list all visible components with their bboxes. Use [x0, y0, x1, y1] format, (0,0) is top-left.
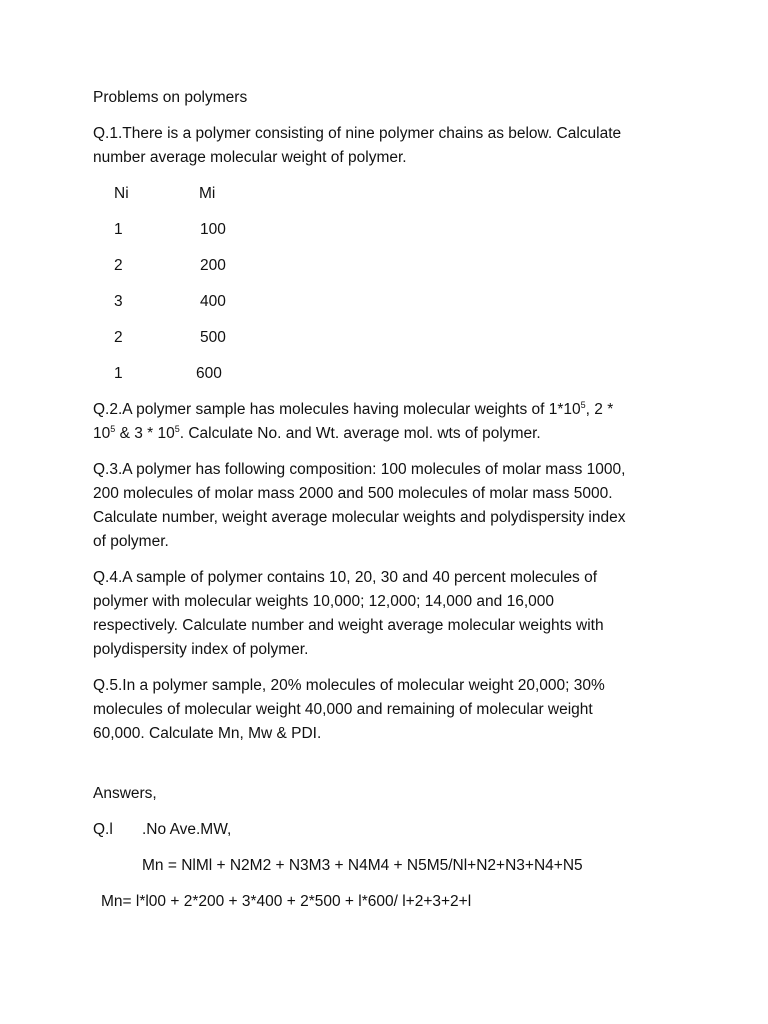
question-5-line: Q.5.In a polymer sample, 20% molecules of molecular weight 20,000; 30%	[93, 677, 605, 694]
question-3	[93, 458, 683, 554]
document-title: Problems on polymers	[93, 89, 248, 106]
table-cell-mi: 100	[200, 221, 226, 238]
question-5-line: 60,000. Calculate Mn, Mw & PDI.	[93, 725, 322, 742]
table-header-ni: Ni	[114, 185, 129, 202]
question-4-line: respectively. Calculate number and weight average molecular weights with	[93, 617, 604, 634]
question-4-line: polymer with molecular weights 10,000; 12,000; 14,000 and 16,000	[93, 593, 554, 610]
table-cell-ni: 2	[114, 257, 123, 274]
q2-text: . Calculate No. and Wt. average mol. wts of polymer.	[179, 425, 541, 442]
answer-1-formula: Mn = NlMl + N2M2 + N3M3 + N4M4 + N5M5/Nl+N2+N3+N4+N5	[142, 857, 583, 874]
answers-heading: Answers,	[93, 785, 157, 802]
question-1	[93, 122, 683, 170]
table-cell-mi: 200	[200, 257, 226, 274]
question-5-line: molecules of molecular weight 40,000 and remaining of molecular weight	[93, 701, 593, 718]
question-2-line	[93, 398, 683, 422]
question-2-line	[93, 422, 683, 446]
question-3-line: Calculate number, weight average molecular weights and polydispersity index	[93, 509, 626, 526]
question-5	[93, 674, 683, 746]
question-3-line: Q.3.A polymer has following composition: 100 molecules of molar mass 1000,	[93, 461, 626, 478]
table-cell-ni: 1	[114, 365, 123, 382]
answer-1-substitution: Mn= l*l00 + 2*200 + 3*400 + 2*500 + l*600/ l+2+3+2+l	[101, 893, 472, 910]
q2-text: , 2 *	[585, 401, 614, 418]
table-cell-ni: 1	[114, 221, 123, 238]
question-1-line: Q.1.There is a polymer consisting of nine polymer chains as below. Calculate	[93, 125, 622, 142]
q2-text: 10	[93, 425, 111, 442]
question-2	[93, 398, 683, 446]
q2-exponent: 5	[110, 424, 116, 434]
q2-exponent: 5	[580, 400, 586, 410]
question-4-line: polydispersity index of polymer.	[93, 641, 309, 658]
question-1-line: number average molecular weight of polymer.	[93, 149, 407, 166]
question-3-line: 200 molecules of molar mass 2000 and 500 molecules of molar mass 5000.	[93, 485, 613, 502]
q2-exponent: 5	[174, 424, 180, 434]
answer-1-label: Q.l	[93, 821, 113, 838]
table-cell-ni: 3	[114, 293, 123, 310]
q2-text: & 3 * 10	[115, 425, 175, 442]
table-cell-ni: 2	[114, 329, 123, 346]
question-4-line: Q.4.A sample of polymer contains 10, 20, 30 and 40 percent molecules of	[93, 569, 598, 586]
table-header-mi: Mi	[199, 185, 216, 202]
table-cell-mi: 400	[200, 293, 226, 310]
question-3-line: of polymer.	[93, 533, 169, 550]
answer-1-title: .No Ave.MW,	[142, 821, 232, 838]
table-cell-mi: 600	[196, 365, 222, 382]
table-cell-mi: 500	[200, 329, 226, 346]
question-4	[93, 566, 683, 662]
q2-text: Q.2.A polymer sample has molecules having molecular weights of 1*10	[93, 401, 581, 418]
